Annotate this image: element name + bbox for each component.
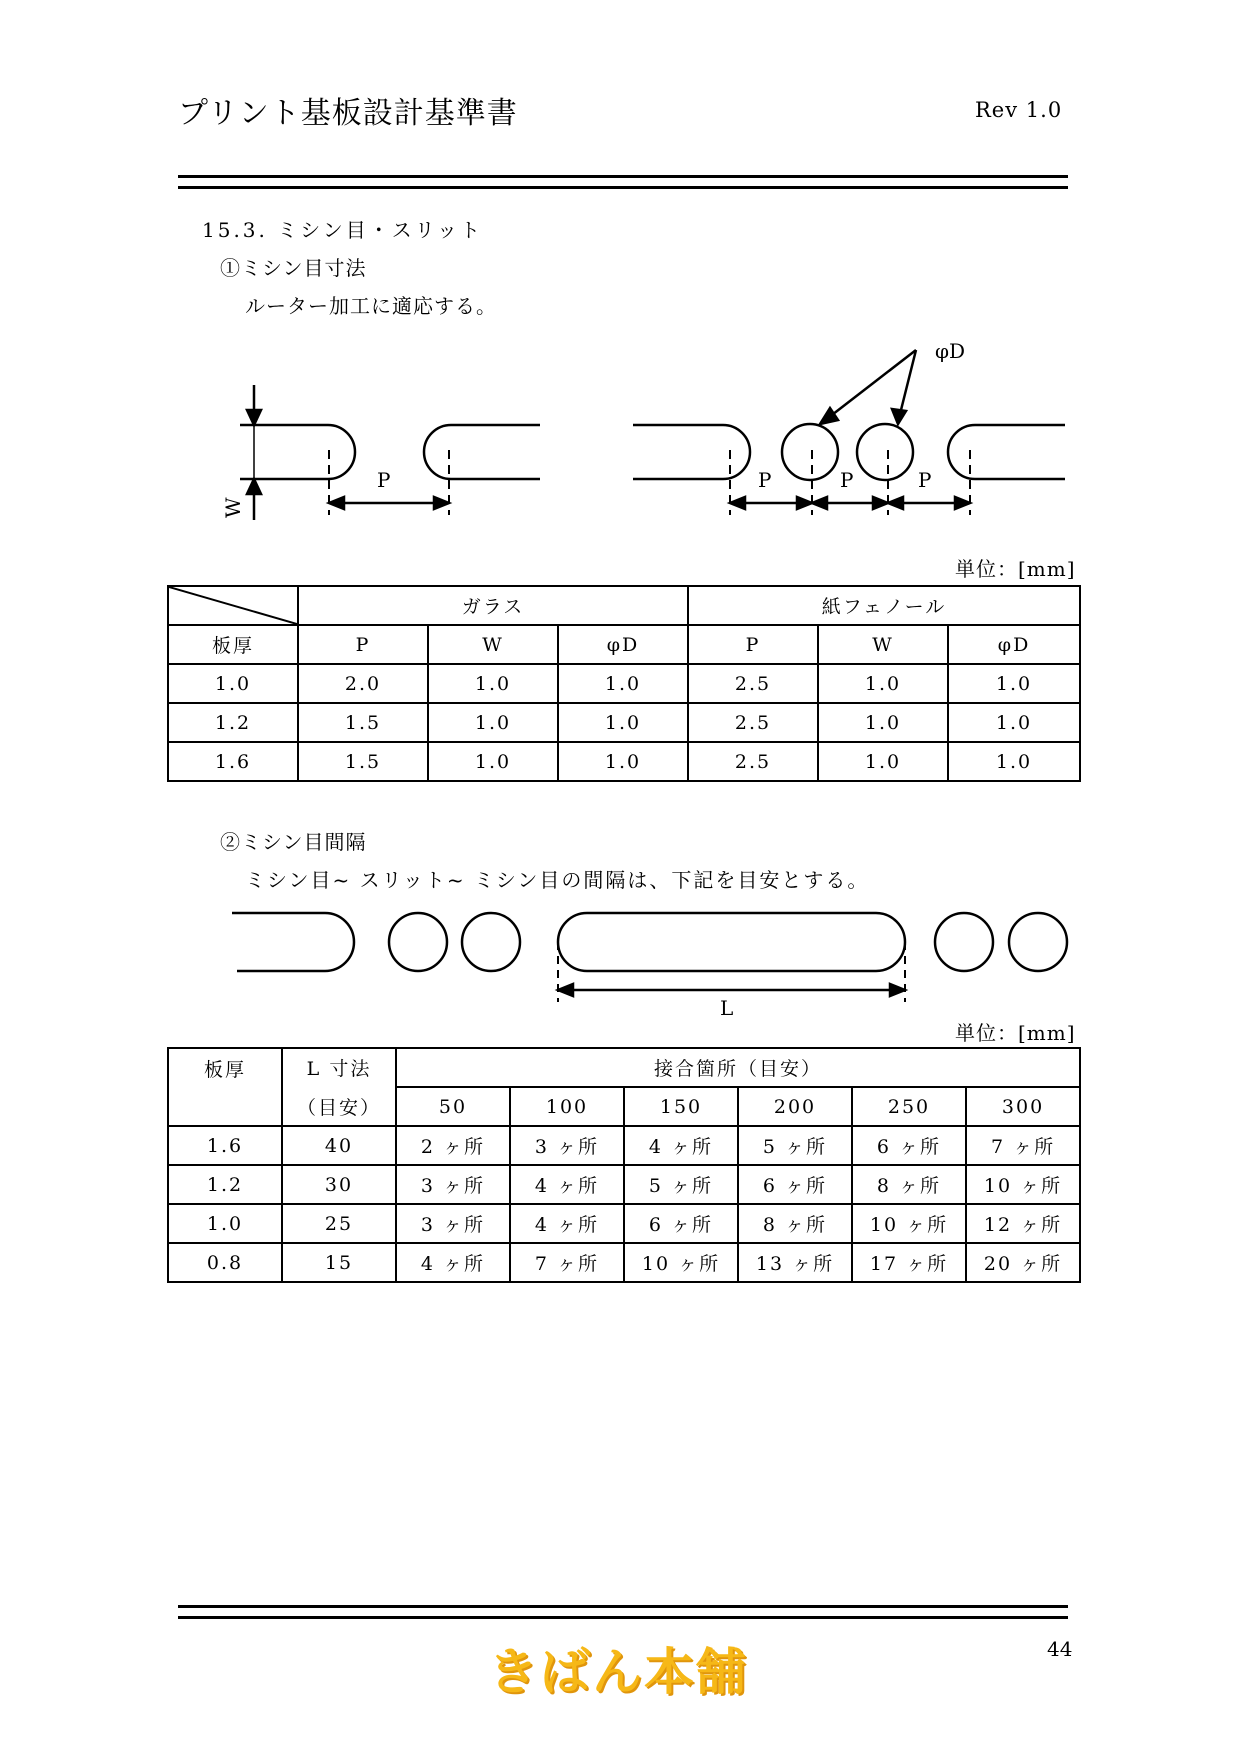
table-cell: 8 ヶ所	[738, 1204, 852, 1243]
col-header: 板厚	[168, 625, 298, 664]
table-row	[168, 1243, 1080, 1282]
perforation-hole	[462, 913, 520, 971]
table-cell: 1.0	[428, 742, 558, 781]
col-header: P	[298, 625, 428, 664]
table-cell: 10 ヶ所	[966, 1165, 1080, 1204]
page-number: 44	[1047, 1637, 1073, 1661]
slot-end	[232, 913, 354, 971]
table-cell: 12 ヶ所	[966, 1204, 1080, 1243]
table-cell: 7 ヶ所	[510, 1243, 624, 1282]
table-cell: 2.5	[688, 664, 818, 703]
slot-end-2	[633, 425, 750, 479]
perforation-dimension-heading: ①ミシン目寸法	[220, 256, 367, 280]
l-dimension-title: L 寸法	[306, 1058, 372, 1080]
table-cell: 1.5	[298, 703, 428, 742]
table-cell: 15	[282, 1243, 396, 1282]
table-cell: 6 ヶ所	[852, 1126, 966, 1165]
table-cell: 1.0	[948, 664, 1080, 703]
table-row	[168, 664, 1080, 703]
col-header: φD	[558, 625, 688, 664]
table-cell: 0.8	[168, 1243, 282, 1282]
table-cell: 6 ヶ所	[738, 1165, 852, 1204]
table-cell: 8 ヶ所	[852, 1165, 966, 1204]
table-cell: 1.0	[428, 703, 558, 742]
table-cell: 3 ヶ所	[396, 1204, 510, 1243]
thickness-header: 板厚	[168, 1048, 282, 1126]
table-cell: 1.0	[428, 664, 558, 703]
slit	[558, 913, 905, 971]
table-cell: 1.2	[168, 703, 298, 742]
table-cell: 20 ヶ所	[966, 1243, 1080, 1282]
table-cell: 5 ヶ所	[624, 1165, 738, 1204]
l-dimension-header	[282, 1048, 396, 1126]
perforation-dimension-diagram	[0, 0, 1240, 560]
table-cell: 3 ヶ所	[510, 1126, 624, 1165]
slot-start-2	[948, 425, 1065, 479]
table-cell: 4 ヶ所	[510, 1204, 624, 1243]
unit-label-2: 単位：[mm]	[955, 1021, 1076, 1045]
table-cell: 1.0	[948, 742, 1080, 781]
table-row	[168, 1126, 1080, 1165]
joints-header: 接合箇所（目安）	[396, 1048, 1080, 1087]
perforation-spacing-table	[167, 1047, 1081, 1283]
table-cell: 1.0	[818, 664, 948, 703]
table-cell: 2.5	[688, 703, 818, 742]
table-cell: 30	[282, 1165, 396, 1204]
table-cell: 1.0	[818, 742, 948, 781]
table-cell: 25	[282, 1204, 396, 1243]
revision-label: Rev 1.0	[975, 98, 1063, 122]
length-header: 250	[852, 1087, 966, 1126]
perforation-spacing-heading: ②ミシン目間隔	[220, 830, 367, 854]
table-cell: 2.0	[298, 664, 428, 703]
perforation-hole	[389, 913, 447, 971]
table-cell: 1.0	[558, 664, 688, 703]
table-cell: 1.0	[818, 703, 948, 742]
col-header: W	[428, 625, 558, 664]
table-cell: 2 ヶ所	[396, 1126, 510, 1165]
paper-phenol-group-header: 紙フェノール	[688, 586, 1080, 625]
col-header: P	[688, 625, 818, 664]
table-cell: 3 ヶ所	[396, 1165, 510, 1204]
table-cell: 1.5	[298, 742, 428, 781]
length-header: 200	[738, 1087, 852, 1126]
p-label-1: P	[377, 468, 391, 492]
l-label: L	[720, 996, 734, 1020]
col-header: W	[818, 625, 948, 664]
l-dimension-note: （目安）	[296, 1097, 381, 1119]
table-cell: 1.0	[948, 703, 1080, 742]
perforation-hole-2	[857, 424, 913, 480]
p-label-2: P	[758, 468, 772, 492]
table-cell: 7 ヶ所	[966, 1126, 1080, 1165]
table-cell: 4 ヶ所	[510, 1165, 624, 1204]
table-cell: 1.0	[558, 742, 688, 781]
table-cell: 1.0	[168, 1204, 282, 1243]
length-header: 100	[510, 1087, 624, 1126]
table-cell: 40	[282, 1126, 396, 1165]
table-row	[168, 703, 1080, 742]
table-cell: 2.5	[688, 742, 818, 781]
p-label-3: P	[840, 468, 854, 492]
length-header: 300	[966, 1087, 1080, 1126]
perforation-spacing-diagram	[0, 890, 1240, 1020]
table-cell: 1.0	[168, 664, 298, 703]
perforation-hole-1	[782, 424, 838, 480]
phi-d-label: φD	[935, 339, 966, 363]
table-cell: 17 ヶ所	[852, 1243, 966, 1282]
slot-end-left	[240, 425, 355, 479]
table-row	[168, 1204, 1080, 1243]
footer-rule-top	[178, 1605, 1068, 1608]
unit-label-1: 単位：[mm]	[955, 557, 1076, 581]
corner-cell	[168, 586, 298, 625]
table-cell: 4 ヶ所	[396, 1243, 510, 1282]
table-row	[168, 1165, 1080, 1204]
perforation-hole	[1009, 913, 1067, 971]
table-cell: 10 ヶ所	[852, 1204, 966, 1243]
glass-group-header: ガラス	[298, 586, 688, 625]
footer-rule-bottom	[178, 1616, 1068, 1619]
table-cell: 1.2	[168, 1165, 282, 1204]
table-cell: 6 ヶ所	[624, 1204, 738, 1243]
company-logo: きばん本舗	[488, 1643, 748, 1701]
table-cell: 10 ヶ所	[624, 1243, 738, 1282]
w-label: W	[221, 497, 245, 518]
perforation-dimension-description: ルーター加工に適応する。	[245, 294, 497, 318]
length-header: 150	[624, 1087, 738, 1126]
length-header: 50	[396, 1087, 510, 1126]
perforation-spacing-description: ミシン目~ スリット~ ミシン目の間隔は、下記を目安とする。	[245, 868, 870, 892]
slot-start-right	[424, 425, 540, 479]
table-cell: 4 ヶ所	[624, 1126, 738, 1165]
p-label-4: P	[918, 468, 932, 492]
table-cell: 1.0	[558, 703, 688, 742]
perforation-hole	[935, 913, 993, 971]
table-row	[168, 742, 1080, 781]
table-cell: 1.6	[168, 742, 298, 781]
table-cell: 1.6	[168, 1126, 282, 1165]
table-cell: 5 ヶ所	[738, 1126, 852, 1165]
document-title: プリント基板設計基準書	[178, 96, 518, 131]
perforation-dimension-table	[167, 585, 1081, 782]
table-cell: 13 ヶ所	[738, 1243, 852, 1282]
section-title: 15.3. ミシン目・スリット	[202, 218, 483, 242]
col-header: φD	[948, 625, 1080, 664]
